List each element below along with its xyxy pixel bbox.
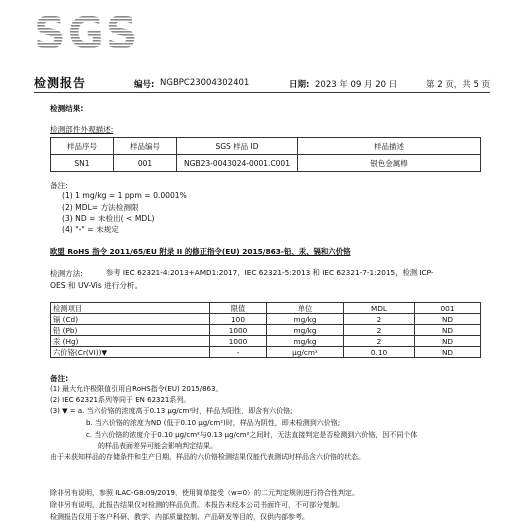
table-row — [51, 336, 481, 347]
table-cell: 六价铬(Cr(VI))▼ — [51, 347, 210, 358]
col-header: 样品描述 — [298, 138, 481, 155]
note-item: 由于未获知样品的存储条件和生产日期，样品的六价铬检测结果仅能代表测试时样品含六价铬的状态。 — [50, 453, 365, 461]
col-header: 限值 — [210, 303, 267, 314]
rohs-heading: 欧盟 RoHS 指令 2011/65/EU 附录 II 的修正指令(EU) 2015/863-铅、汞、镉和六价铬 — [50, 247, 351, 256]
note-item: b. 当六价铬的浓度为ND (低于0.10 μg/cm²)时，样品为阴性，即未检测到六价铬; — [86, 419, 341, 427]
method-label: 检测方法: — [50, 269, 83, 278]
sgs-logo — [32, 10, 168, 54]
col-header: 检测项目 — [51, 303, 210, 314]
table-cell: μg/cm² — [267, 347, 344, 358]
header-rule — [34, 92, 490, 93]
note-item: (3) ND = 未检出( < MDL) — [62, 214, 155, 223]
col-header: MDL — [344, 303, 415, 314]
note-item: (2) IEC 62321系列等同于 EN 62321系列。 — [50, 396, 191, 404]
report-no-label: 编号: — [134, 80, 155, 90]
table-row — [51, 325, 481, 336]
table-cell: ND — [415, 314, 481, 325]
report-no: NGBPC23004302401 — [160, 78, 250, 88]
note-item: c. 当六价铬的浓度介于0.10 μg/cm²与0.13 μg/cm²之间时，无法直接判定是否检测到六价铬，因不同个体 — [86, 431, 418, 439]
report-title: 检测报告 — [34, 76, 87, 90]
table-row — [51, 314, 481, 325]
results-table-header — [51, 303, 481, 314]
sample-table — [50, 137, 481, 172]
table-cell: 2 — [344, 325, 415, 336]
col-header: 单位 — [267, 303, 344, 314]
footer-line: 检测报告仅用于客户科研、教学、内部质量控制、产品研发等目的，仅供内部参考。 — [50, 513, 309, 521]
table-cell: mg/kg — [267, 336, 344, 347]
sample-table-header — [51, 138, 481, 155]
table-cell: SN1 — [51, 155, 114, 172]
note-item: 的样品表面差异可能会影响判定结果。 — [98, 442, 217, 450]
table-row — [51, 347, 481, 358]
notes-title: 备注: — [50, 181, 68, 190]
col-header: SGS 样品 ID — [177, 138, 298, 155]
table-cell: 0.10 — [344, 347, 415, 358]
table-row — [51, 155, 481, 172]
table-cell: mg/kg — [267, 314, 344, 325]
results-heading: 检测结果: — [50, 104, 84, 113]
notes-title: 备注: — [50, 374, 69, 383]
results-table — [50, 302, 481, 358]
table-cell: 1000 — [210, 325, 267, 336]
table-cell: 2 — [344, 314, 415, 325]
note-item: (4) "-" = 未规定 — [62, 225, 119, 234]
table-cell: - — [210, 347, 267, 358]
note-item: (2) MDL= 方法检测限 — [62, 203, 139, 212]
table-cell: mg/kg — [267, 325, 344, 336]
table-cell: 镉 (Cd) — [51, 314, 210, 325]
footer-line: 除非另有说明，此报告结果仅对检测的样品负责。本报告未经本公司书面许可，不可部分复制。 — [50, 501, 344, 509]
col-header: 001 — [415, 303, 481, 314]
note-item: (1) 最大允许极限值引用自RoHS指令(EU) 2015/863。 — [50, 385, 223, 393]
note-item: (1) 1 mg/kg = 1 ppm = 0.0001% — [62, 191, 187, 200]
report-date: 2023 年 09 月 20 日 — [315, 80, 398, 90]
svg-text:SGS: SGS — [34, 10, 140, 54]
table-cell: 1000 — [210, 336, 267, 347]
appearance-heading: 检测部件外观描述: — [50, 125, 114, 134]
table-cell: 汞 (Hg) — [51, 336, 210, 347]
method-line-1: 参考 IEC 62321-4:2013+AMD1:2017，IEC 62321-5:2013 和 IEC 62321-7-1:2015，检测 ICP- — [106, 268, 434, 277]
table-cell: 100 — [210, 314, 267, 325]
table-cell: NGB23-0043024-0001.C001 — [177, 155, 298, 172]
note-item: (3) ▼ = a. 当六价铬的浓度高于0.13 μg/cm²时，样品为阳性，即含有六价铬; — [50, 407, 293, 415]
table-cell: 2 — [344, 336, 415, 347]
date-label: 日期: — [289, 80, 310, 90]
table-cell: 铅 (Pb) — [51, 325, 210, 336]
table-cell: 银色金属棒 — [298, 155, 481, 172]
page-info: 第 2 页，共 5 页 — [426, 80, 491, 90]
table-cell: ND — [415, 347, 481, 358]
table-cell: ND — [415, 325, 481, 336]
col-header: 样品序号 — [51, 138, 114, 155]
method-line-2: OES 和 UV-Vis 进行分析。 — [50, 281, 143, 290]
col-header: 样品编号 — [114, 138, 177, 155]
table-cell: 001 — [114, 155, 177, 172]
footer-line: 除非另有说明，参照 ILAC-G8:09/2019，使用简单接受（w=0）的二元判定规则进行符合性判定。 — [50, 489, 360, 497]
table-cell: ND — [415, 336, 481, 347]
